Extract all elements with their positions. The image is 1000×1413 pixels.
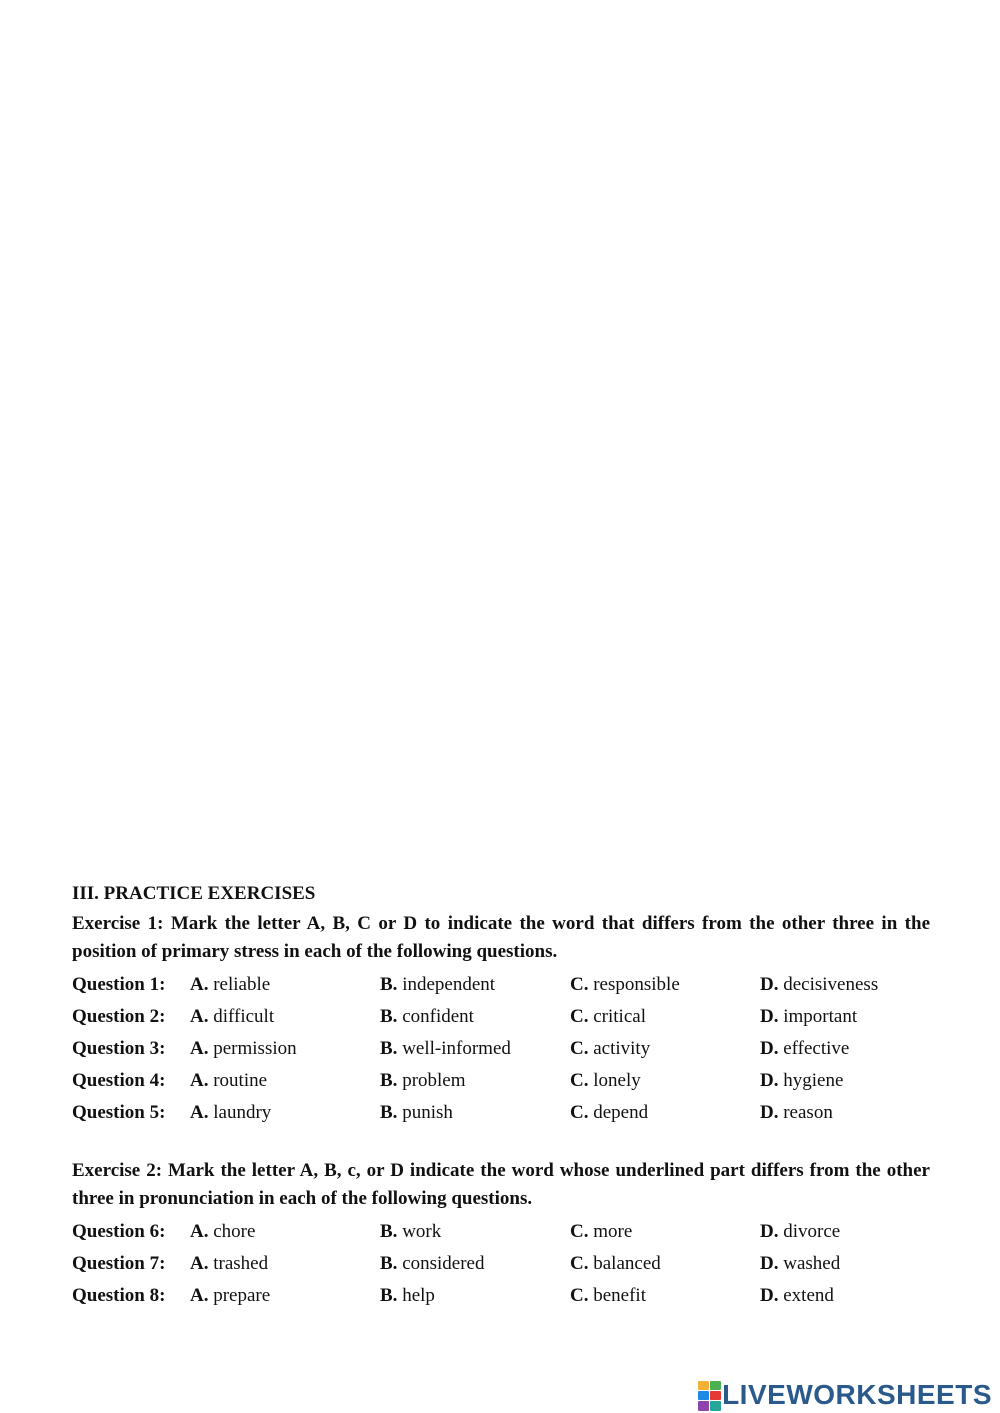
- option-letter: B.: [380, 1070, 398, 1091]
- question-row: [72, 1065, 930, 1097]
- option-text: effective: [783, 1038, 850, 1059]
- option-text: depend: [593, 1102, 649, 1123]
- option-letter: A.: [190, 1253, 209, 1274]
- option-letter: B.: [380, 1253, 398, 1274]
- option-text: balanced: [593, 1253, 661, 1274]
- option-b[interactable]: [380, 1001, 570, 1033]
- option-letter: C.: [570, 974, 589, 995]
- option-letter: D.: [760, 974, 779, 995]
- option-text: reliable: [213, 974, 271, 995]
- option-b[interactable]: [380, 1216, 570, 1248]
- option-text: trashed: [213, 1253, 269, 1274]
- option-b[interactable]: [380, 1065, 570, 1097]
- option-letter: C.: [570, 1070, 589, 1091]
- option-d[interactable]: [760, 969, 930, 1001]
- option-letter: D.: [760, 1253, 779, 1274]
- option-c[interactable]: [570, 1097, 760, 1129]
- question-row: [72, 1280, 930, 1312]
- brand-text: LIVEWORKSHEETS: [722, 1379, 992, 1410]
- option-letter: A.: [190, 1006, 209, 1027]
- logo-tile: [698, 1391, 709, 1400]
- question-label: Question 7:: [72, 1253, 166, 1274]
- option-d[interactable]: [760, 1280, 930, 1312]
- logo-tile: [710, 1391, 721, 1400]
- option-a[interactable]: [190, 1248, 380, 1280]
- option-c[interactable]: [570, 969, 760, 1001]
- option-letter: D.: [760, 1102, 779, 1123]
- option-text: lonely: [593, 1070, 641, 1091]
- option-letter: B.: [380, 974, 398, 995]
- option-text: independent: [402, 974, 496, 995]
- option-letter: A.: [190, 1285, 209, 1306]
- question-row: [72, 969, 930, 1001]
- question-row: [72, 1248, 930, 1280]
- option-text: permission: [213, 1038, 297, 1059]
- exercise-1: [72, 910, 930, 1129]
- option-letter: B.: [380, 1221, 398, 1242]
- option-text: decisiveness: [783, 974, 879, 995]
- question-label: Question 4:: [72, 1070, 166, 1091]
- question-row: [72, 1097, 930, 1129]
- logo-tile: [710, 1381, 721, 1390]
- option-text: help: [402, 1285, 435, 1306]
- option-letter: D.: [760, 1070, 779, 1091]
- option-letter: C.: [570, 1253, 589, 1274]
- option-letter: C.: [570, 1038, 589, 1059]
- logo-tile: [710, 1401, 721, 1411]
- option-letter: B.: [380, 1285, 398, 1306]
- option-d[interactable]: [760, 1097, 930, 1129]
- option-c[interactable]: [570, 1001, 760, 1033]
- option-a[interactable]: [190, 1216, 380, 1248]
- option-d[interactable]: [760, 1001, 930, 1033]
- option-d[interactable]: [760, 1216, 930, 1248]
- option-a[interactable]: [190, 969, 380, 1001]
- worksheet-content: [72, 881, 930, 1312]
- option-text: prepare: [213, 1285, 271, 1306]
- option-text: problem: [402, 1070, 466, 1091]
- option-c[interactable]: [570, 1033, 760, 1065]
- option-letter: D.: [760, 1038, 779, 1059]
- option-text: reason: [783, 1102, 833, 1123]
- option-d[interactable]: [760, 1248, 930, 1280]
- option-letter: A.: [190, 1102, 209, 1123]
- question-label: Question 8:: [72, 1285, 166, 1306]
- option-a[interactable]: [190, 1280, 380, 1312]
- option-d[interactable]: [760, 1065, 930, 1097]
- option-c[interactable]: [570, 1216, 760, 1248]
- option-b[interactable]: [380, 1248, 570, 1280]
- option-letter: A.: [190, 1221, 209, 1242]
- option-letter: B.: [380, 1006, 398, 1027]
- option-text: washed: [783, 1253, 841, 1274]
- option-text: well-informed: [402, 1038, 511, 1059]
- option-a[interactable]: [190, 1097, 380, 1129]
- option-text: confident: [402, 1006, 474, 1027]
- question-row: [72, 1033, 930, 1065]
- option-letter: D.: [760, 1006, 779, 1027]
- option-a[interactable]: [190, 1033, 380, 1065]
- option-letter: C.: [570, 1102, 589, 1123]
- question-label: Question 5:: [72, 1102, 166, 1123]
- option-text: divorce: [783, 1221, 841, 1242]
- option-text: extend: [783, 1285, 834, 1306]
- option-letter: C.: [570, 1221, 589, 1242]
- option-b[interactable]: [380, 1033, 570, 1065]
- section-title: III. PRACTICE EXERCISES: [72, 883, 316, 904]
- option-d[interactable]: [760, 1033, 930, 1065]
- option-text: important: [783, 1006, 858, 1027]
- option-text: laundry: [213, 1102, 272, 1123]
- liveworksheets-icon: [698, 1381, 720, 1409]
- option-letter: A.: [190, 974, 209, 995]
- option-text: activity: [593, 1038, 651, 1059]
- logo-tile: [698, 1401, 709, 1411]
- option-text: critical: [593, 1006, 646, 1027]
- option-c[interactable]: [570, 1065, 760, 1097]
- exercise-instruction: Exercise 2: Mark the letter A, B, c, or D indicate the word whose underlined part differs from the other three in pronunciation in each of the following questions.: [72, 1160, 930, 1209]
- option-a[interactable]: [190, 1065, 380, 1097]
- logo-tile: [698, 1381, 709, 1390]
- option-text: routine: [213, 1070, 268, 1091]
- option-letter: A.: [190, 1038, 209, 1059]
- option-text: difficult: [213, 1006, 275, 1027]
- option-text: considered: [402, 1253, 485, 1274]
- option-letter: D.: [760, 1285, 779, 1306]
- exercise-2: [72, 1157, 930, 1312]
- option-text: responsible: [593, 974, 680, 995]
- option-text: benefit: [593, 1285, 646, 1306]
- question-label: Question 2:: [72, 1006, 166, 1027]
- option-letter: C.: [570, 1006, 589, 1027]
- question-label: Question 6:: [72, 1221, 166, 1242]
- option-c[interactable]: [570, 1248, 760, 1280]
- option-letter: B.: [380, 1038, 398, 1059]
- option-letter: A.: [190, 1070, 209, 1091]
- option-letter: D.: [760, 1221, 779, 1242]
- option-text: chore: [213, 1221, 256, 1242]
- option-text: more: [593, 1221, 633, 1242]
- exercise-instruction: Exercise 1: Mark the letter A, B, C or D to indicate the word that differs from the other three in the position of primary stress in each of the following questions.: [72, 913, 930, 962]
- spacer: [72, 1129, 930, 1157]
- option-letter: B.: [380, 1102, 398, 1123]
- option-b[interactable]: [380, 969, 570, 1001]
- option-b[interactable]: [380, 1280, 570, 1312]
- option-a[interactable]: [190, 1001, 380, 1033]
- option-c[interactable]: [570, 1280, 760, 1312]
- liveworksheets-logo: [698, 1379, 992, 1411]
- option-text: hygiene: [783, 1070, 844, 1091]
- option-text: punish: [402, 1102, 453, 1123]
- question-label: Question 3:: [72, 1038, 166, 1059]
- option-letter: C.: [570, 1285, 589, 1306]
- option-text: work: [402, 1221, 442, 1242]
- question-row: [72, 1001, 930, 1033]
- question-label: Question 1:: [72, 974, 166, 995]
- question-row: [72, 1216, 930, 1248]
- option-b[interactable]: [380, 1097, 570, 1129]
